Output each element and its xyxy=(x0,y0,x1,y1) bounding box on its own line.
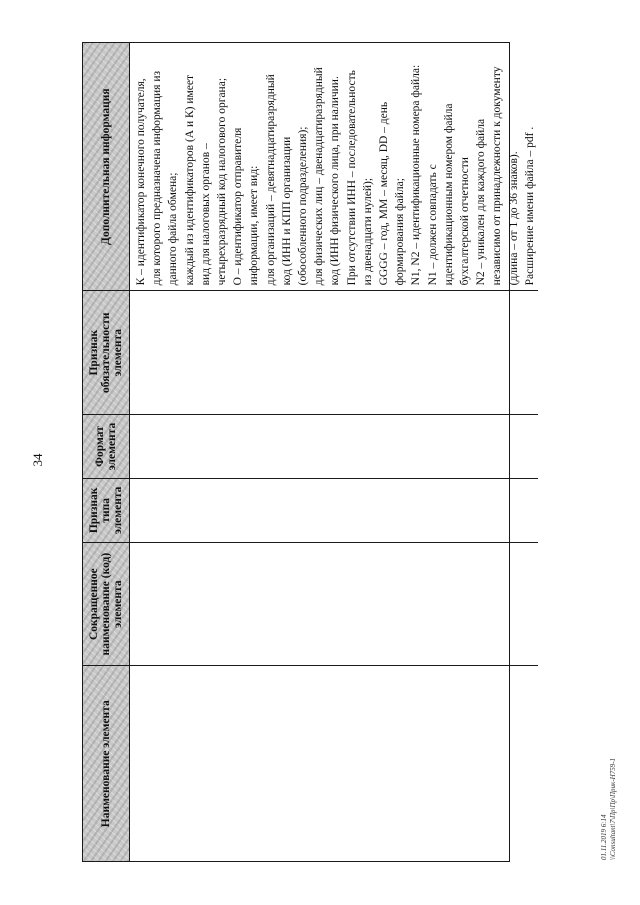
additional-info-line: N1, N2 – идентификационные номера файла: xyxy=(410,64,423,286)
cell-element-required xyxy=(130,290,538,414)
additional-info-line: четырехразрядный код налогового органа; xyxy=(216,77,229,286)
additional-info-line: О – идентификатор отправителя xyxy=(232,127,245,286)
additional-info-line: бухгалтерской отчетности xyxy=(459,157,472,286)
table-header-row xyxy=(83,43,130,861)
additional-info-line: для которого предназначена информация из xyxy=(151,70,164,286)
header-element-required: Признак обязательности элемента xyxy=(83,290,129,414)
additional-info-line: идентификационным номером файла xyxy=(442,103,455,286)
header-additional-info: Дополнительная информация xyxy=(100,88,112,245)
document-table xyxy=(82,42,536,862)
additional-info-text xyxy=(130,43,538,290)
additional-info-line: из двенадцати нулей); xyxy=(361,177,374,286)
additional-info-line: вид для налоговых органов – xyxy=(199,143,212,286)
page-number: 34 xyxy=(30,453,45,467)
additional-info-line: (длина – от 1 до 36 знаков). xyxy=(507,151,520,286)
table-row xyxy=(130,43,538,861)
additional-info-line: каждый из идентификаторов (А и К) имеет xyxy=(183,74,196,286)
footer-path: \\Consultant\7\Пр\Пр\Прик-Н759-1 xyxy=(609,757,617,860)
additional-info-line: Расширение имени файла – pdf . xyxy=(523,126,536,286)
additional-info-line: для организаций – девятнадцатиразрядный xyxy=(264,74,277,286)
additional-info-line: независимо от принадлежности к документу xyxy=(491,66,504,286)
header-element-name: Наименование элемента xyxy=(83,665,129,861)
cell-element-name xyxy=(130,665,538,861)
additional-info-line: (обособленного подразделения); xyxy=(297,126,310,286)
additional-info-line: информации, имеет вид: xyxy=(248,165,261,286)
additional-info-line: формирования файла; xyxy=(394,178,407,286)
additional-info-line: GGGG – год, MM – месяц, DD – день xyxy=(378,101,391,286)
additional-info-line: К – идентификатор конечного получателя, xyxy=(135,78,147,286)
additional-info-line: N1 – должен совпадать с xyxy=(426,164,439,286)
header-element-type: Признак типа элемента xyxy=(83,478,129,542)
cell-element-format xyxy=(130,414,538,478)
cell-element-type xyxy=(130,478,538,542)
cell-additional-info xyxy=(130,43,538,290)
additional-info-line: N2 – уникален для каждого файла xyxy=(475,118,488,286)
additional-info-line: код (ИНН и КПП организации xyxy=(280,136,293,286)
footer-stamp xyxy=(600,758,618,860)
additional-info-line: При отсутствии ИНН – последовательность xyxy=(345,70,358,286)
cell-element-code xyxy=(130,542,538,666)
additional-info-line: для физических лиц – двенадцатиразрядный xyxy=(313,67,326,286)
footer-date: 01.11.2019 6:14 xyxy=(600,814,608,860)
header-element-format: Формат элемента xyxy=(83,414,129,478)
additional-info-line: данного файла обмена; xyxy=(167,172,180,286)
additional-info-line: код (ИНН физического лица, при наличии. xyxy=(329,76,342,286)
header-element-code: Сокращенное наименование (код) элемента xyxy=(83,542,129,666)
